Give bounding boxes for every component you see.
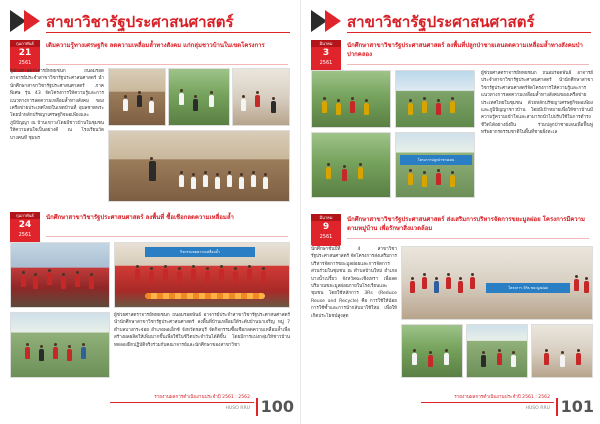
article-headline: นักศึกษาสาขาวิชารัฐประศาสนศาสตร์ ลงพื้นที่ ซื้อเชือกลดความเหลื่อมล้ำ — [46, 214, 234, 221]
date-badge — [10, 212, 40, 244]
article-photo — [168, 68, 230, 126]
footer-accent-bar — [256, 398, 258, 416]
article-photo — [311, 132, 391, 198]
triangle-icon — [325, 10, 341, 32]
page-footer — [421, 394, 594, 420]
date-badge-day: 3 — [322, 48, 330, 58]
article-photo — [10, 312, 110, 378]
page-number: 101 — [560, 397, 594, 416]
right-page — [300, 0, 600, 424]
article-photo — [232, 68, 290, 126]
article-body: ผู้ช่วยศาสตราจารย์หทยชนก ถนอมรอดพันธ์ อาจารย์ประจำสาขาวิชารัฐประศาสนศาสตร์ นำนักศึกษาสาขาวิชารัฐประศาสนศาสตร์จัดโครงการให้ความรู้และการแนวทางการลดความเหลื่อมล้ำทางสังคมของเครือข่ายประเทศไทยในชุมชน ด้วยหลักปรัชญาเศรษฐกิจพอเพียงและภูมิปัญญาชาวบ้าน โดยมีเป้าหมายเพื่อให้ชาวบ้านมีความรู้ความเข้าใจและสามารถนำไปปรับใช้ในการดำรงชีวิตได้อย่างยั่งยืน ร่วมปลูกป่าชายเลนเพื่อฟื้นฟูทรัพยากรธรรมชาติในพื้นที่ชายฝั่งทะเล — [481, 71, 593, 136]
date-badge-month: มีนาคม — [311, 40, 341, 47]
footer-report-title: รายงานผลการดำเนินงานประจำปี 2561 : 2562 — [154, 395, 250, 400]
article-photo — [10, 242, 110, 308]
article-headline: นักศึกษาสาขาวิชารัฐประศาสนศาสตร์ ส่งเสริมการบริหารจัดการขยะมูลฝอย โครงการมีความตามหมู่บ้าน เพื่อรักษาสิ่งแวดล้อม — [347, 216, 585, 232]
article-headline: เติมความรู้ทางเศรษฐกิจ ลดความเหลื่อมล้ำทางสังคม แก่กลุ่มชาวบ้านในเขตโครงการ — [46, 42, 265, 49]
photo-banner: โครงการปลูกป่าชายเลน — [400, 155, 472, 165]
article-photo — [108, 130, 290, 202]
article-2 — [311, 214, 593, 388]
article-photo — [114, 242, 290, 308]
heading-divider — [347, 32, 591, 33]
footer-divider — [421, 402, 554, 403]
page-heading — [301, 8, 600, 36]
headline-divider — [46, 64, 288, 65]
footer-divider — [110, 402, 254, 403]
article-photo — [395, 132, 475, 198]
date-badge-month: มีนาคม — [311, 214, 341, 221]
article-photo — [401, 246, 593, 320]
photo-banner: กิจกรรมลดความเหลื่อมล้ำ — [145, 247, 255, 257]
triangle-icon — [24, 10, 40, 32]
date-badge-day: 21 — [18, 48, 32, 58]
page-number: 100 — [260, 397, 294, 416]
date-badge-year: 2561 — [18, 232, 32, 238]
photo-banner: โครงการ 3Rs ขยะมูลฝอย — [486, 283, 570, 293]
article-2 — [10, 212, 292, 388]
date-badge-year: 2561 — [319, 60, 333, 66]
date-badge-day: 9 — [322, 222, 330, 232]
article-photo — [531, 324, 593, 378]
date-badge — [311, 214, 341, 246]
footer-accent-bar — [556, 398, 558, 416]
article-headline: นักศึกษาสาขาวิชารัฐประศาสนศาสตร์ ลงพื้นที่ปลูกป่าชายเลนลดความเหลื่อมล้ำทางสังคมป่าปากคลอง — [347, 42, 583, 58]
article-photo — [395, 70, 475, 128]
footer-report-title: รายงานผลการดำเนินงานประจำปี 2561 : 2562 — [454, 395, 550, 400]
footer-org: HUSO RRU — [225, 406, 250, 411]
article-1 — [311, 40, 593, 205]
page-heading-title: สาขาวิชารัฐประศาสนศาสตร์ — [46, 13, 234, 31]
article-body: ผู้ช่วยศาสตราจารย์หทยชนก ถนอมรอดพันธ์ อาจารย์ประจำสาขาวิชารัฐประศาสนศาสตร์ นำนักศึกษาสาขาวิชารัฐประศาสนศาสตร์ ลงพื้นที่บ้านเหลื่อมใต้ระดับบ้านนาเจริญ หมู่ 7 ตำบลบางกระจ่อย อำเภอพอเอ็กซ์ จังหวัดชลบุรี จัดกิจกรรมซื้อเชือกลดความเหลื่อมล้ำเพื่อสร้างผลผลิตให้เพิ่มมากขึ้นเพื่อใช้ในชีวิตประจำวันได้ดีขึ้น โดยมีการแบ่งกลุ่มให้ชาวบ้านทดลองฝึกปฏิบัติจริงร่วมกับคณาจารย์และนักศึกษาของสาขาวิชา — [114, 313, 290, 348]
pumpkin-row — [145, 293, 265, 299]
date-badge — [311, 40, 341, 72]
date-badge-day: 24 — [18, 220, 32, 230]
article-photo — [311, 70, 391, 128]
article-body: นักศึกษาชั้นปีที่ 4 สาขาวิชารัฐประศาสนศาสตร์ จัดโครงการส่งเสริมการบริหารจัดการขยะมูลฝอยและการจัดการส่วนร่วมในชุมชน ณ ตำบลบ้านใหม่ อำเภอบางน้ำเปรี้ยว จังหวัดฉะเชิงเทรา เพื่อลดปริมาณขยะมูลฝอยภายในโรงเรียนและชุมชน โดยใช้หลักการ 3Rs (Reduce Reuse and Recycle) คือ การใช้ให้น้อย การใช้ซ้ำและการนำกลับมาใช้ใหม่ เพื่อให้เกิดประโยชน์สูงสุด — [311, 247, 397, 319]
article-body: ผู้ช่วยศาสตราจารย์หทยชนก ถนอมรอด อาจารย์ประจำสาขาวิชารัฐประศาสนศาสตร์ นำนักศึกษาสาขาวิชารัฐประศาสนศาสตร์ ภาคพิเศษ รุ่น 43 จัดโครงการให้ความรู้และการแนวทางการลดความเหลื่อมล้ำทางสังคม ของเครือข่ายประเทศไทยในเขตบ้านที่ อุบลชาตพระ โดยนำหลักปรัชญาเศรษฐกิจพอเพียงและภูมิปัญญา ณ บ้านเขาวงโดยมีชาวบ้านในชุมชนให้ความสนใจเป็นอย่างดี ณ โรงเรียนวัดบางคนที ชุมพร — [10, 69, 104, 141]
article-photo — [466, 324, 528, 378]
heading-divider — [46, 32, 290, 33]
article-photo — [401, 324, 463, 378]
page-footer — [110, 394, 294, 420]
footer-org: HUSO RRU — [525, 406, 550, 411]
date-badge-year: 2561 — [18, 60, 32, 66]
headline-divider — [347, 238, 589, 239]
date-badge-month: กุมภาพันธ์ — [10, 40, 40, 47]
article-1 — [10, 40, 292, 205]
headline-divider — [347, 64, 589, 65]
page-heading — [0, 8, 300, 36]
headline-divider — [46, 236, 288, 237]
date-badge-month: กุมภาพันธ์ — [10, 212, 40, 219]
date-badge-year: 2561 — [319, 234, 333, 240]
page-heading-title: สาขาวิชารัฐประศาสนศาสตร์ — [347, 13, 535, 31]
article-photo — [108, 68, 166, 126]
